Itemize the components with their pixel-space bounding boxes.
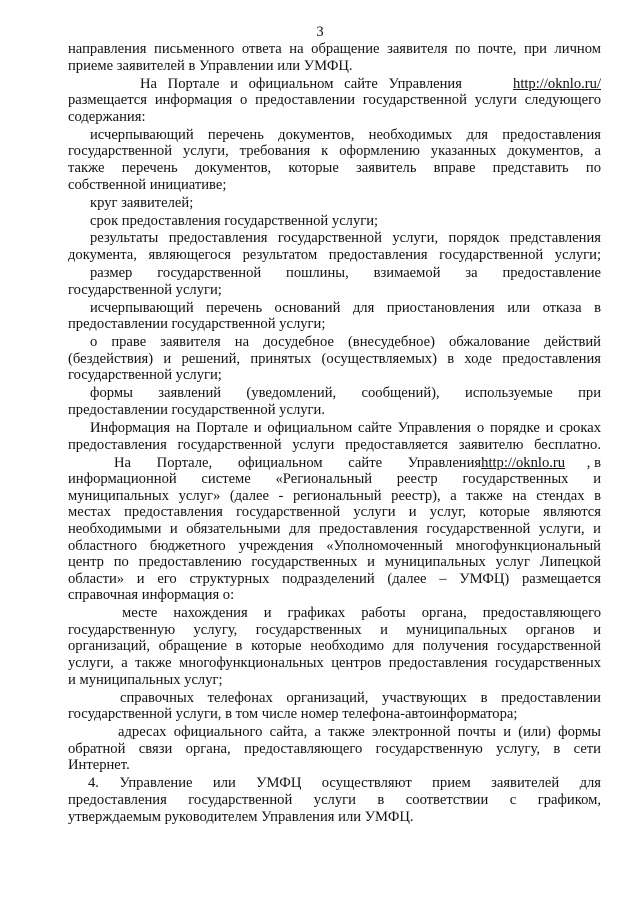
text-line: формы заявлений (уведомлений, сообщений), используемые при	[90, 385, 601, 402]
text-line: Интернет.	[68, 757, 130, 774]
text-line: срок предоставления государственной услуги;	[90, 212, 379, 229]
text-line: На Портале и официальном сайте Управления	[140, 75, 462, 92]
text-line: адресах официального сайта, а также электронной почты и (или) формы	[118, 724, 601, 741]
text-line: области» и его структурных подразделений (далее – УМФЦ) размещается	[68, 570, 601, 587]
text-line: центр по предоставлению государственных и муниципальных услуг Липецкой	[68, 554, 601, 571]
text-line: также перечень документов, которые заявитель вправе представить по	[68, 159, 601, 176]
text-line: государственной услуги, требования к оформлению указанных документов, а	[68, 143, 601, 160]
text-line: областного бюджетного учреждения «Уполномоченный многофункциональный	[68, 537, 601, 554]
text-line: государственной услуги, в том числе номер телефона-автоинформатора;	[68, 706, 518, 723]
text-line: размер государственной пошлины, взимаемой за предоставление	[90, 265, 601, 282]
site-link[interactable]: http://oknlo.ru/	[513, 75, 601, 92]
text-line: размещается информация о предоставлении государственной услуги следующего	[68, 92, 601, 109]
text-line: справочных телефонах организаций, участвующих в предоставлении	[120, 689, 601, 706]
text-line: документа, являющегося результатом предоставления государственной услуги;	[68, 247, 601, 264]
link-wrapper	[481, 455, 601, 472]
text-line: организаций, обращение в которые необходимо для получения государственной	[68, 638, 601, 655]
text-line: услуги, а также многофункциональных центров предоставления государственных	[68, 655, 601, 672]
text-line: 4. Управление или УМФЦ осуществляют прием заявителей для	[88, 775, 601, 792]
text-line: На Портале, официальном сайте Управления	[114, 454, 482, 471]
text-line: муниципальных услуг» (далее - региональный реестр), а также на стендах в	[68, 487, 601, 504]
text-line: необходимыми и обязательными для предоставления государственной услуги, и	[68, 520, 601, 537]
text-line: предоставлении государственной услуги;	[68, 316, 326, 333]
text-line: предоставления государственной услуги предоставляется заявителю бесплатно.	[68, 436, 601, 453]
text-line: информационной системе «Региональный реестр государственных и	[68, 471, 601, 488]
text-line-with-link	[68, 455, 601, 472]
text-line: государственной услуги;	[68, 367, 222, 384]
site-link[interactable]: http://oknlo.ru	[481, 454, 566, 471]
text-line: исчерпывающий перечень оснований для приостановления или отказа в	[90, 299, 601, 316]
text-line: государственную услугу, государственных и муниципальных органов и	[68, 621, 601, 638]
document-body	[68, 41, 601, 825]
text-line: собственной инициативе;	[68, 176, 227, 193]
text-line: (бездействия) и решений, принятых (осуществляемых) в ходе предоставления	[68, 350, 601, 367]
text-line: предоставлении государственной услуги.	[68, 401, 325, 418]
text-line: , в	[586, 454, 601, 471]
text-line: круг заявителей;	[90, 194, 194, 211]
text-line-with-link	[68, 76, 601, 93]
text-line: Информация на Портале и официальном сайте Управления о порядке и сроках	[90, 419, 601, 436]
text-line: и муниципальных услуг;	[68, 671, 223, 688]
text-line: местах предоставления государственной услуги и услуг, которые являются	[68, 504, 601, 521]
page-number: 3	[316, 24, 324, 40]
text-line: месте нахождения и графиках работы органа, предоставляющего	[122, 605, 601, 622]
text-line: о праве заявителя на досудебное (внесудебное) обжалование действий	[90, 334, 601, 351]
text-line: государственной услуги;	[68, 281, 222, 298]
text-line: приеме заявителей в Управлении или УМФЦ.	[68, 57, 353, 74]
text-line: справочная информация о:	[68, 587, 235, 604]
text-line: исчерпывающий перечень документов, необходимых для предоставления	[90, 126, 601, 143]
text-line: обратной связи органа, предоставляющего государственную услугу, в сети	[68, 740, 601, 757]
text-line: направления письменного ответа на обращение заявителя по почте, при личном	[68, 41, 601, 57]
text-line: предоставления государственной услуги в соответствии с графиком,	[68, 791, 601, 808]
text-line: утверждаемым руководителем Управления или УМФЦ.	[68, 808, 414, 825]
text-line: содержания:	[68, 108, 146, 125]
text-line: результаты предоставления государственной услуги, порядок представления	[90, 230, 601, 247]
